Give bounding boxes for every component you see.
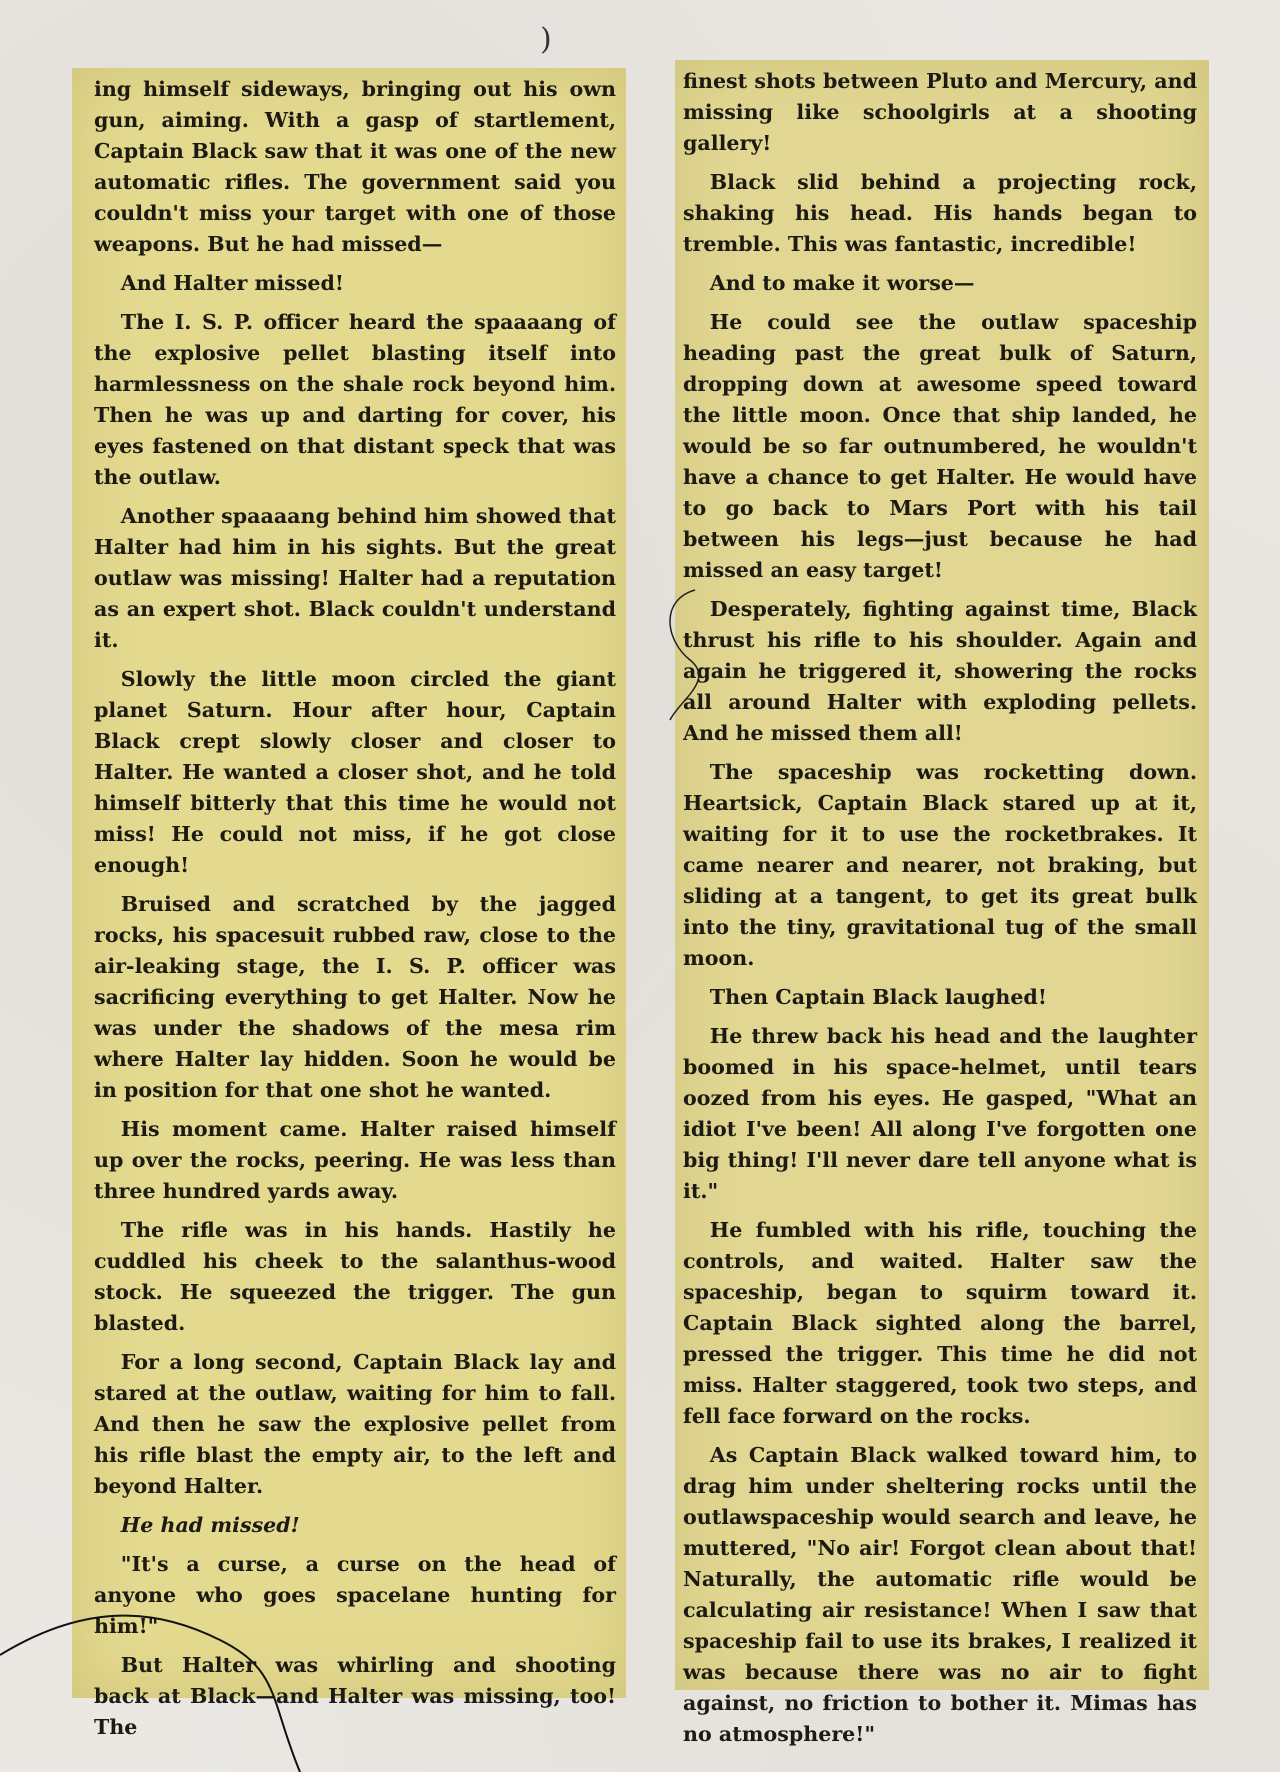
paragraph: As Captain Black walked toward him, to drag him under sheltering rocks until the outlawspaceship would search and leave, he muttered, "No air! Forgot clean about that! Naturally, the automatic rifle would be calculating air resistance! When I saw that spaceship fail to use its brakes, I realized it was because there was no air to fight against, no friction to bother it. Mimas has no atmosphere!": [683, 1443, 1197, 1746]
left-column: [72, 68, 626, 1739]
paragraph-italic: He had missed!: [120, 1513, 300, 1537]
paragraph: He fumbled with his rifle, touching the controls, and waited. Halter saw the spaceship, began to squirm toward it. Captain Black sighted along the barrel, pressed the trigger. This time he did not miss. Halter staggered, took two steps, and fell face forward on the rocks.: [683, 1218, 1197, 1428]
paragraph: He threw back his head and the laughter boomed in his space-helmet, until tears oozed from his eyes. He gasped, "What an idiot I've been! All along I've forgotten one big thing! I'll never dare tell anyone what is it.": [683, 1024, 1197, 1203]
paragraph: He could see the outlaw spaceship heading past the great bulk of Saturn, dropping down at awesome speed toward the little moon. Once that ship landed, he would be so far outnumbered, he wouldn't have a chance to get Halter. He would have to go back to Mars Port with his tail between his legs—just because he had missed an easy target!: [683, 310, 1197, 582]
paragraph: Then Captain Black laughed!: [709, 985, 1047, 1009]
paragraph: And to make it worse—: [709, 271, 975, 295]
paragraph: But Halter was whirling and shooting back at Black—and Halter was missing, too! The: [94, 1653, 616, 1739]
paragraph: Desperately, fighting against time, Black thrust his rifle to his shoulder. Again and again he triggered it, showering the rocks all around Halter with exploding pellets. And he missed them all!: [683, 597, 1197, 745]
paragraph: His moment came. Halter raised himself up over the rocks, peering. He was less than three hundred yards away.: [94, 1117, 616, 1203]
paragraph: The rifle was in his hands. Hastily he cuddled his cheek to the salanthus-wood stock. He squeezed the trigger. The gun blasted.: [94, 1218, 616, 1335]
right-column: [675, 60, 1209, 1746]
paragraph: finest shots between Pluto and Mercury, and missing like schoolgirls at a shooting gallery!: [683, 69, 1197, 155]
paragraph: And Halter missed!: [120, 271, 344, 295]
paragraph: The I. S. P. officer heard the spaaaang of the explosive pellet blasting itself into harmlessness on the shale rock beyond him. Then he was up and darting for cover, his eyes fastened on that distant speck that was the outlaw.: [94, 310, 616, 489]
paragraph: The spaceship was rocketting down. Heartsick, Captain Black stared up at it, waiting for it to use the rocketbrakes. It came nearer and nearer, not braking, but sliding at a tangent, to get its great bulk into the tiny, gravitational tug of the small moon.: [683, 760, 1197, 970]
page-mark: ): [540, 22, 552, 57]
paragraph: ing himself sideways, bringing out his own gun, aiming. With a gasp of startlement, Captain Black saw that it was one of the new automatic rifles. The government said you couldn't miss your target with one of those weapons. But he had missed—: [94, 77, 616, 256]
paragraph: Slowly the little moon circled the giant planet Saturn. Hour after hour, Captain Black crept slowly closer and closer to Halter. He wanted a closer shot, and he told himself bitterly that this time he would not miss! He could not miss, if he got close enough!: [94, 667, 616, 877]
paragraph: Another spaaaang behind him showed that Halter had him in his sights. But the great outlaw was missing! Halter had a reputation as an expert shot. Black couldn't understand it.: [94, 504, 616, 652]
paragraph: "It's a curse, a curse on the head of anyone who goes spacelane hunting for him!": [94, 1552, 616, 1638]
paragraph: Black slid behind a projecting rock, shaking his head. His hands began to tremble. This was fantastic, incredible!: [683, 170, 1197, 256]
paragraph: Bruised and scratched by the jagged rocks, his spacesuit rubbed raw, close to the air-leaking stage, the I. S. P. officer was sacrificing everything to get Halter. Now he was under the shadows of the mesa rim where Halter lay hidden. Soon he would be in position for that one shot he wanted.: [94, 892, 616, 1102]
paragraph: For a long second, Captain Black lay and stared at the outlaw, waiting for him to fall. And then he saw the explosive pellet from his rifle blast the empty air, to the left and beyond Halter.: [94, 1350, 616, 1498]
